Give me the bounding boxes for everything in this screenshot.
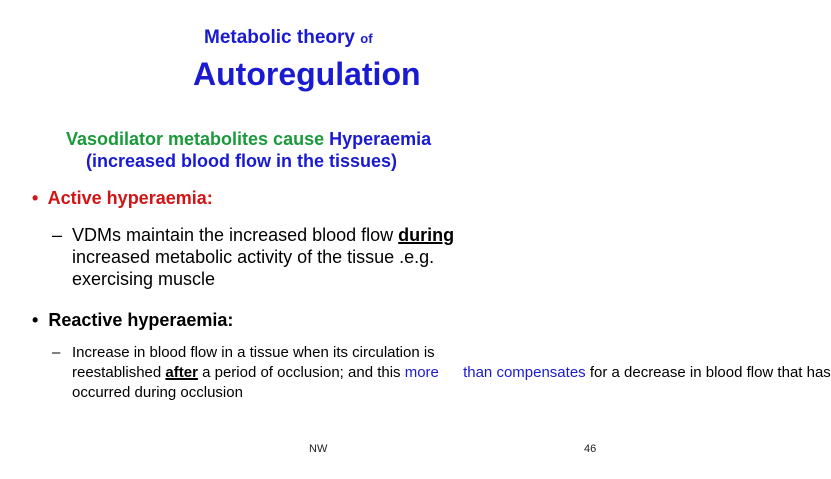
bullet-label: Active hyperaemia: [47,188,213,208]
bullet-marker: • [32,310,39,330]
sub-text-c: for a decrease in blood flow that has [585,364,831,381]
intro-green-text: Vasodilator metabolites cause [66,129,330,149]
emphasis-during: during [398,225,455,245]
sub-blue-more: more [404,364,439,381]
sub-blue-compensates: than compensates [463,364,586,381]
sub-text-c: exercising muscle [72,269,216,289]
sub-text-b1: reestablished [72,364,166,381]
bullet-active-hyperaemia [32,188,213,209]
bullet-marker: • [32,188,39,208]
emphasis-after: after [165,364,198,381]
dash-marker: – [52,225,63,245]
title-of: of [360,31,373,46]
bullet-label: Reactive hyperaemia: [48,310,234,330]
sub-text-b2: a period of occlusion; and this [197,364,405,381]
intro-hyperaemia: Hyperaemia [329,129,432,149]
page-number: 46 [584,443,597,455]
bullet-reactive-hyperaemia [32,310,233,331]
intro-definition: (increased blood flow in the tissues) [86,151,398,171]
footer-author: NW [309,443,328,455]
intro-statement [66,128,431,172]
slide-title-line2: Autoregulation [193,56,421,92]
sub-text-d: occurred during occlusion [72,384,243,401]
dash-marker: – [52,344,61,361]
sub-bullet-active [52,224,454,290]
sub-text-a: Increase in blood flow in a tissue when its circulation is [72,344,435,361]
sub-text-a: VDMs maintain the increased blood flow [72,225,399,245]
slide-title-line1 [204,27,373,49]
sub-bullet-reactive [52,343,831,403]
title-text: Metabolic theory [204,27,355,48]
sub-text-b: increased metabolic activity of the tissue .e.g. [72,247,435,267]
